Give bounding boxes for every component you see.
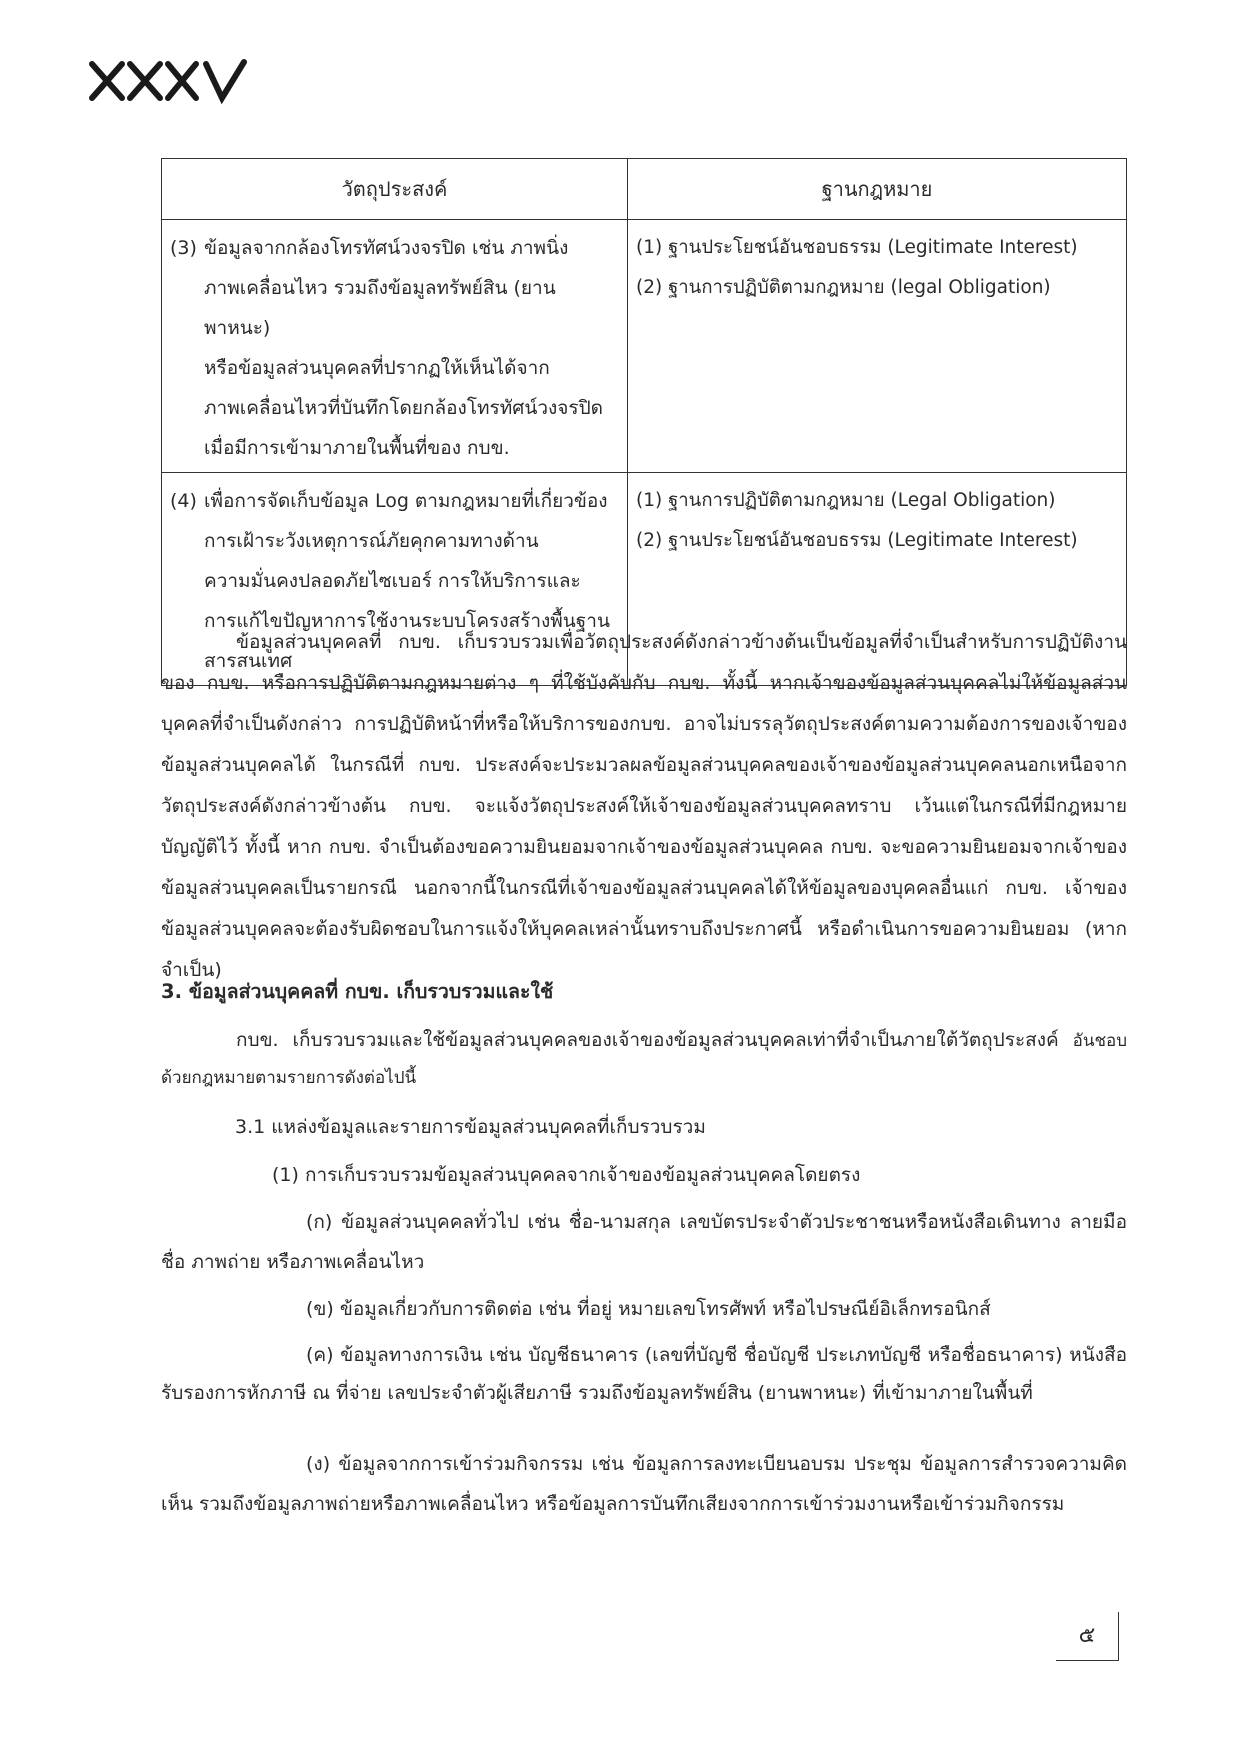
organization-logo bbox=[88, 58, 248, 104]
legal-basis-cell bbox=[628, 220, 1127, 473]
section-3-intro-line2: อันชอบด้วยกฎหมายตามรายการดังต่อไปนี้ bbox=[161, 1031, 1127, 1088]
objective-text: ข้อมูลจากกล้องโทรทัศน์วงจรปิด เช่น ภาพนิ่ง ภาพเคลื่อนไหว รวมถึงข้อมูลทรัพย์สิน (ยานพาหนะ) หรือข้อมูลส่วนบุคคลที่ปรากฏให้เห็นได้จาก ภาพเคลื่อนไหวที่บันทึกโดยกล้องโทรทัศน์วงจรปิด เมื่อมีการเข้ามาภายในพื้นที่ของ กบข. bbox=[204, 237, 604, 459]
section-3-intro-line1: กบข. เก็บรวบรวมและใช้ข้อมูลส่วนบุคคลของเจ้าของข้อมูลส่วนบุคคลเท่าที่จำเป็นภายใต้วัตถุประสงค์ bbox=[236, 1029, 1059, 1051]
list-item-financial-data: (ค) ข้อมูลทางการเงิน เช่น บัญชีธนาคาร (เลขที่บัญชี ชื่อบัญชี ประเภทบัญชี หรือชื่อธนาคาร) หนังสือรับรองการหักภาษี ณ ที่จ่าย เลขประจำตัวผู้เสียภาษี รวมถึงข้อมูลทรัพย์สิน (ยานพาหนะ) ที่เข้ามาภายในพื้นที่ bbox=[161, 1344, 1127, 1404]
legal-basis-item: (2) ฐานประโยชน์อันชอบธรรม (Legitimate Interest) bbox=[636, 530, 1078, 551]
table-row bbox=[162, 220, 1127, 473]
list-item-contact-data: (ข) ข้อมูลเกี่ยวกับการติดต่อ เช่น ที่อยู่ หมายเลขโทรศัพท์ หรือไปรษณีย์อิเล็กทรอนิกส์ bbox=[306, 1298, 991, 1320]
list-item-activity-data: (ง) ข้อมูลจากการเข้าร่วมกิจกรรม เช่น ข้อมูลการลงทะเบียนอบรม ประชุม ข้อมูลการสำรวจความคิดเห็น รวมถึงข้อมูลภาพถ่ายหรือภาพเคลื่อนไหว หรือข้อมูลการบันทึกเสียงจากการเข้าร่วมงานหรือเข้าร่วมกิจกรรม bbox=[161, 1453, 1127, 1515]
header-legal-basis: ฐานกฎหมาย bbox=[628, 159, 1127, 220]
objective-number: (4) bbox=[170, 490, 197, 512]
objectives-legal-basis-table bbox=[161, 158, 1127, 686]
legal-basis-item: (1) ฐานประโยชน์อันชอบธรรม (Legitimate Interest) bbox=[636, 237, 1078, 258]
list-item-general-data: (ก) ข้อมูลส่วนบุคคลทั่วไป เช่น ชื่อ-นามสกุล เลขบัตรประจำตัวประชาชนหรือหนังสือเดินทาง ลายมือชื่อ ภาพถ่าย หรือภาพเคลื่อนไหว bbox=[161, 1211, 1127, 1273]
page-number: ๕ bbox=[1056, 1612, 1119, 1661]
subsection-3-1-heading: 3.1 แหล่งข้อมูลและรายการข้อมูลส่วนบุคคลที่เก็บรวบรวม bbox=[235, 1116, 706, 1138]
legal-basis-item: (2) ฐานการปฏิบัติตามกฎหมาย (legal Obligation) bbox=[636, 277, 1051, 298]
objective-cell bbox=[162, 220, 628, 473]
subsection-direct-collection: (1) การเก็บรวบรวมข้อมูลส่วนบุคคลจากเจ้าของข้อมูลส่วนบุคคลโดยตรง bbox=[272, 1164, 861, 1186]
legal-basis-item: (1) ฐานการปฏิบัติตามกฎหมาย (Legal Obligation) bbox=[636, 490, 1056, 511]
header-objective: วัตถุประสงค์ bbox=[162, 159, 628, 220]
section-3-intro bbox=[161, 1022, 1127, 1096]
section-3-heading: 3. ข้อมูลส่วนบุคคลที่ กบข. เก็บรวบรวมและใช้ bbox=[161, 980, 554, 1003]
objective-text: เพื่อการจัดเก็บข้อมูล Log ตามกฎหมายที่เกี่ยวข้อง การเฝ้าระวังเหตุการณ์ภัยคุกคามทางด้าน ความมั่นคงปลอดภัยไซเบอร์ การให้บริการและ การแก้ไขปัญหาการใช้งานระบบโครงสร้างพื้นฐาน สารสนเทศ bbox=[204, 490, 610, 672]
objective-number: (3) bbox=[170, 237, 197, 259]
necessity-paragraph: ข้อมูลส่วนบุคคลที่ กบข. เก็บรวบรวมเพื่อวัตถุประสงค์ดังกล่าวข้างต้นเป็นข้อมูลที่จำเป็นสำหรับการปฏิบัติงานของ กบข. หรือการปฏิบัติตามกฎหมายต่าง ๆ ที่ใช้บังคับกับ กบข. ทั้งนี้ หากเจ้าของข้อมูลส่วนบุคคลไม่ให้ข้อมูลส่วนบุคคลที่จำเป็นดังกล่าว การปฏิบัติหน้าที่หรือให้บริการของกบข. อาจไม่บรรลุวัตถุประสงค์ตามความต้องการของเจ้าของข้อมูลส่วนบุคคลได้ ในกรณีที่ กบข. ประสงค์จะประมวลผลข้อมูลส่วนบุคคลของเจ้าของข้อมูลส่วนบุคคลนอกเหนือจากวัตถุประสงค์ดังกล่าวข้างต้น กบข. จะแจ้งวัตถุประสงค์ให้เจ้าของข้อมูลส่วนบุคคลทราบ เว้นแต่ในกรณีที่มีกฎหมายบัญญัติไว้ ทั้งนี้ หาก กบข. จำเป็นต้องขอความยินยอมจากเจ้าของข้อมูลส่วนบุคคล กบข. จะขอความยินยอมจากเจ้าของข้อมูลส่วนบุคคลเป็นรายกรณี นอกจากนี้ในกรณีที่เจ้าของข้อมูลส่วนบุคคลได้ให้ข้อมูลของบุคคลอื่นแก่ กบข. เจ้าของข้อมูลส่วนบุคคลจะต้องรับผิดชอบในการแจ้งให้บุคคลเหล่านั้นทราบถึงประกาศนี้ หรือดำเนินการขอความยินยอม (หากจำเป็น) bbox=[161, 631, 1127, 981]
